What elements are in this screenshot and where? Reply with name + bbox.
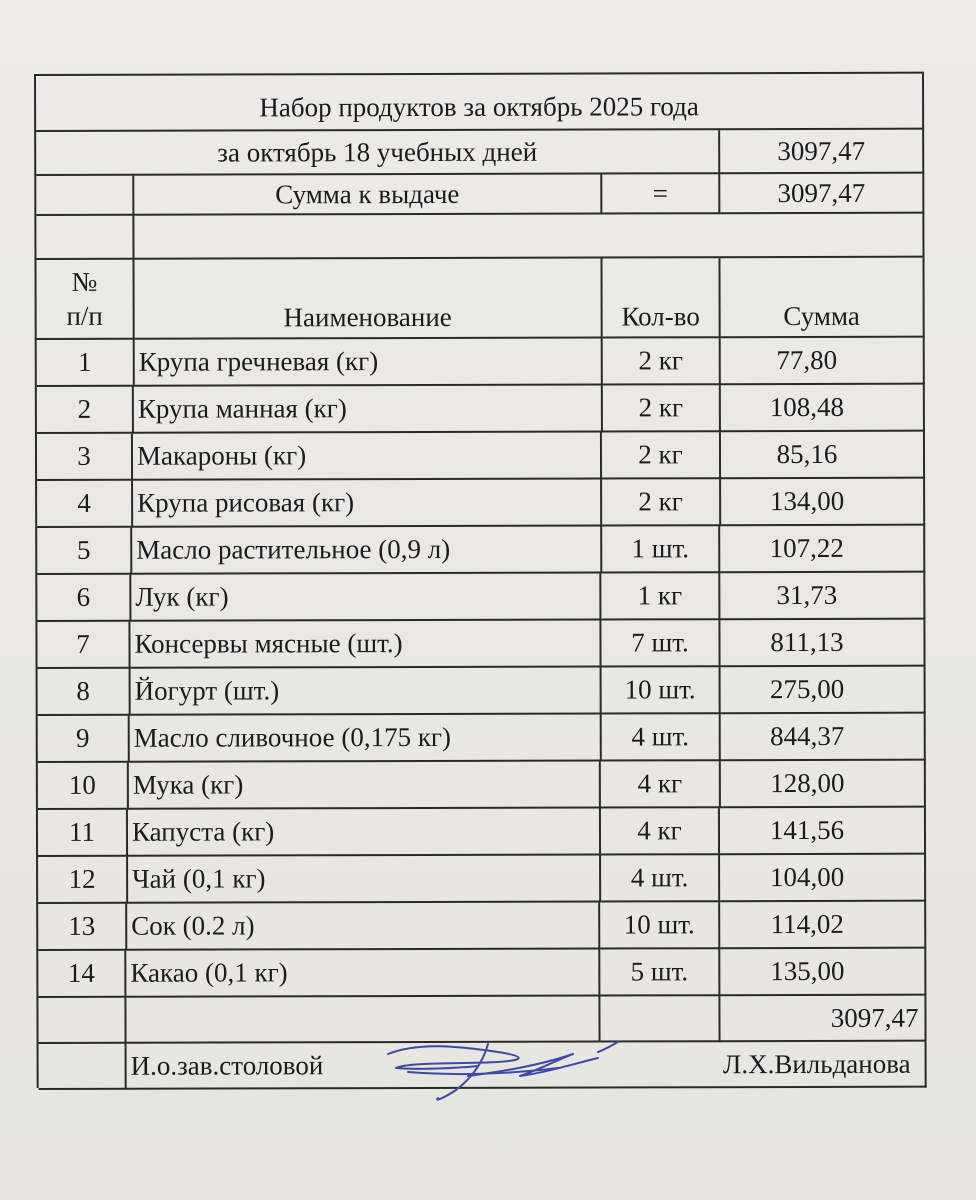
cell-name: Капуста (кг) [128,809,601,857]
cell-qty: 4 кг [601,808,720,855]
column-header-number [36,260,134,340]
column-header-number-line2: п/п [66,300,103,331]
cell-name: Лук (кг) [131,574,601,622]
cell-sum: 114,02 [720,902,926,950]
cell-number: 5 [37,528,132,575]
cell-sum: 844,37 [721,714,926,762]
cell-number: 9 [38,716,130,763]
products-table [34,72,927,1088]
cell-qty: 1 кг [601,573,720,620]
cell-name: Сок (0.2 л) [127,903,600,951]
cell-sum: 134,00 [721,479,925,527]
blank-cell [38,998,126,1044]
cell-name: Крупа гречневая (кг) [135,339,603,387]
cell-number: 4 [37,481,133,528]
cell-sum: 104,00 [720,855,926,903]
payout-equals: = [602,174,720,214]
period-amount: 3097,47 [720,130,924,175]
cell-qty: 4 кг [601,761,721,808]
cell-name: Какао (0,1 кг) [126,950,600,998]
cell-qty: 2 кг [603,385,721,432]
cell-number: 2 [37,387,134,434]
cell-qty: 7 шт. [601,620,720,667]
cell-qty: 10 шт. [600,902,720,949]
cell-qty: 2 кг [602,479,721,526]
cell-sum: 135,00 [720,949,926,997]
cell-name: Масло сливочное (0,175 кг) [130,715,602,763]
blank-cell [36,176,134,216]
cell-qty: 10 шт. [602,667,721,714]
document-title: Набор продуктов за октябрь 2025 года [36,74,924,132]
cell-qty: 4 шт. [601,855,720,902]
cell-number: 1 [37,340,135,387]
cell-sum: 275,00 [721,667,926,715]
cell-qty: 1 шт. [602,526,720,573]
cell-number: 8 [38,669,131,716]
period-label: за октябрь 18 учебных дней [36,130,720,176]
cell-number: 6 [37,575,131,622]
cell-number: 13 [38,904,127,951]
cell-name: Йогурт (шт.) [131,668,602,716]
cell-name: Мука (кг) [129,762,601,810]
column-header-name: Наименование [134,259,602,340]
cell-number: 14 [38,951,126,998]
column-header-sum: Сумма [720,258,924,339]
cell-qty: 4 шт. [602,714,721,761]
blank-cell [39,1044,127,1090]
cell-name: Крупа манная (кг) [134,386,603,434]
cell-sum: 141,56 [720,808,926,856]
cell-sum: 108,48 [721,385,925,433]
signature-icon [348,1032,628,1112]
cell-qty: 5 шт. [600,949,720,996]
column-header-number-line1: № [71,266,98,297]
cell-number: 10 [38,763,129,810]
cell-number: 12 [38,857,128,904]
cell-qty: 2 кг [603,338,721,385]
cell-sum: 107,22 [720,526,925,574]
cell-name: Крупа рисовая (кг) [133,480,602,528]
cell-sum: 31,73 [720,573,925,621]
payout-amount: 3097,47 [720,174,924,215]
cell-name: Консервы мясные (шт.) [130,621,601,669]
blank-cell [134,214,924,260]
signer-name: Л.Х.Вильданова [722,1048,911,1079]
cell-name: Макароны (кг) [133,433,602,481]
payout-label: Сумма к выдаче [134,175,602,216]
blank-cell [36,216,134,260]
cell-number: 7 [37,622,130,669]
total-amount: 3097,47 [720,996,926,1043]
cell-number: 11 [38,810,128,857]
cell-name: Чай (0,1 кг) [128,856,601,904]
position-title: И.о.зав.столовой [130,1049,324,1081]
cell-sum: 128,00 [721,761,926,809]
cell-name: Масло растительное (0,9 л) [132,527,602,575]
cell-number: 3 [37,434,133,481]
column-header-qty: Кол-во [602,258,720,338]
cell-sum: 77,80 [721,338,925,386]
cell-sum: 85,16 [721,432,925,480]
cell-qty: 2 кг [602,432,721,479]
cell-sum: 811,13 [720,620,925,668]
